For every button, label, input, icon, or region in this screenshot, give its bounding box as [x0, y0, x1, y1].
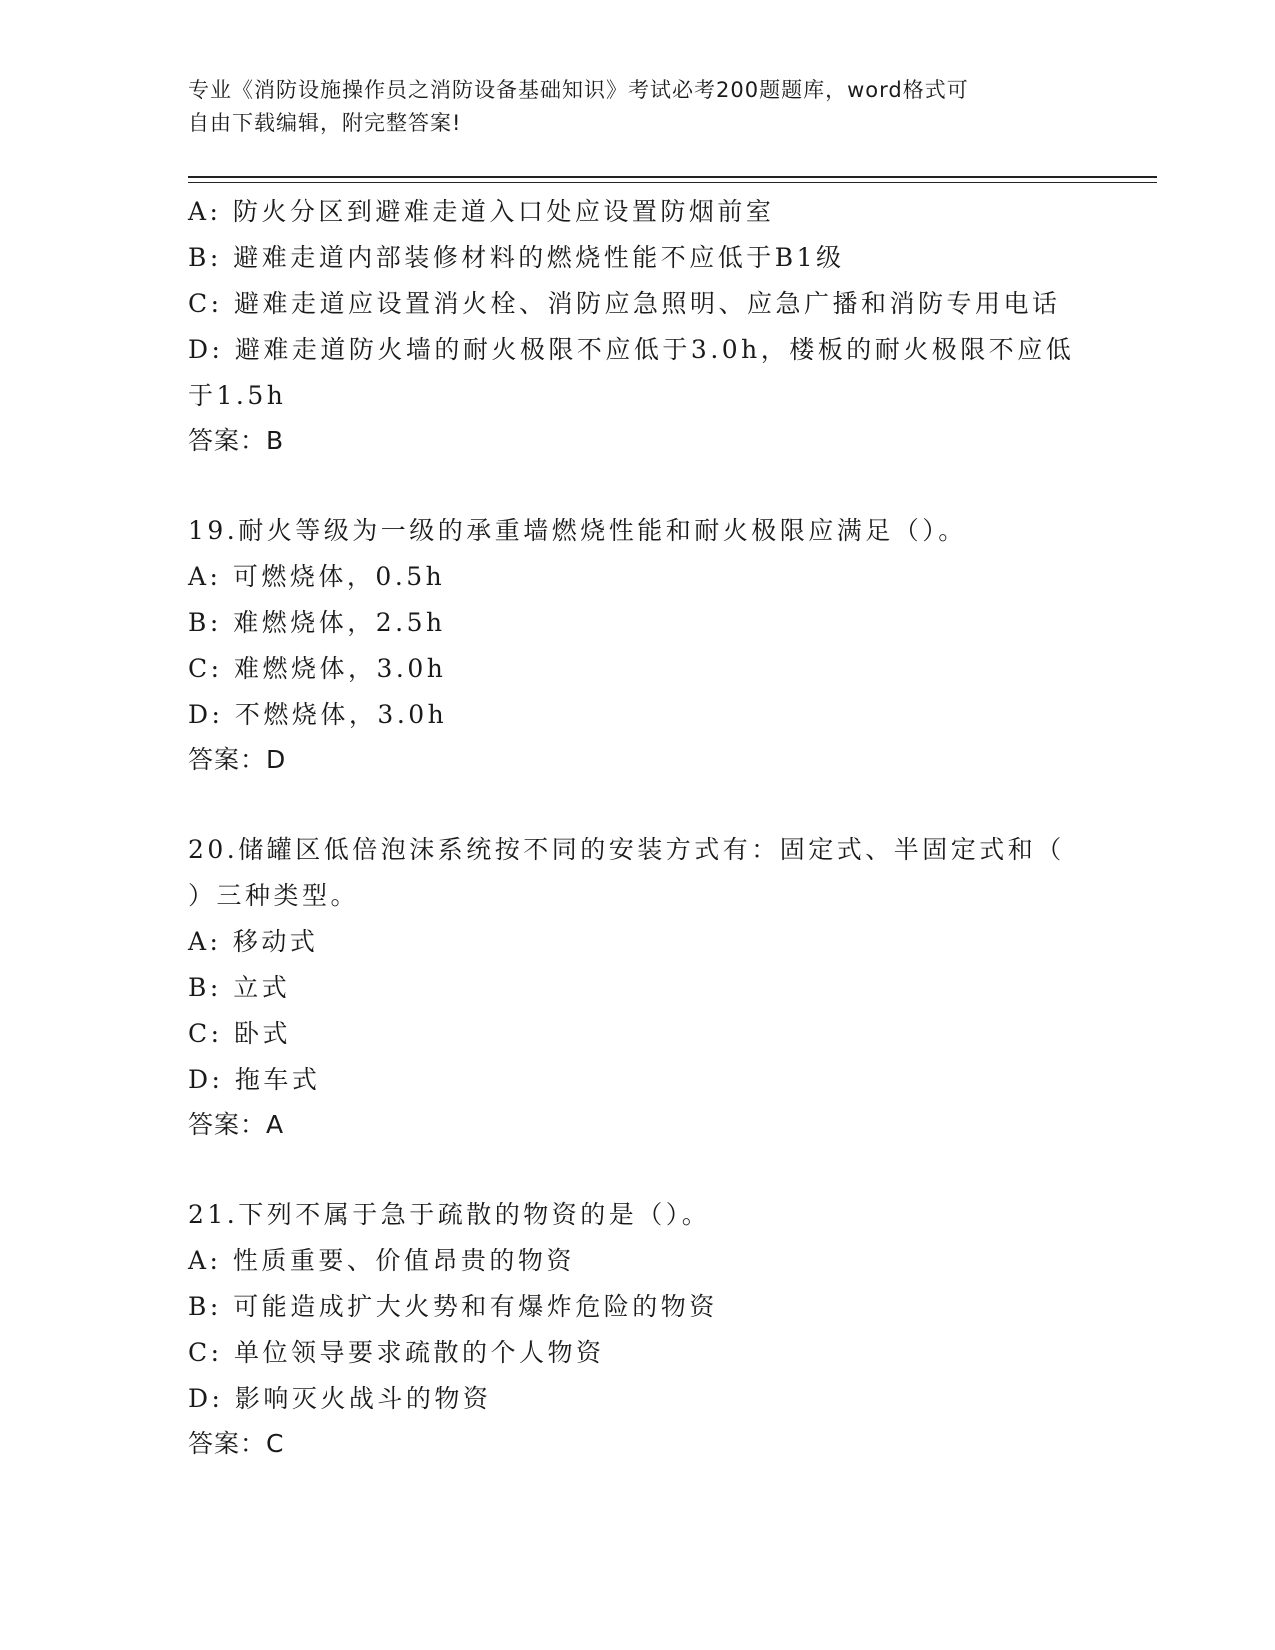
option-d: D: 影响灭火战斗的物资	[188, 1384, 492, 1413]
answer-line: 答案：B	[188, 426, 285, 455]
option-a: A: 移动式	[188, 927, 319, 956]
question-stem: 20.储罐区低倍泡沫系统按不同的安装方式有：固定式、半固定式和（	[188, 835, 1065, 864]
option-d: D: 避难走道防火墙的耐火极限不应低于3.0h，楼板的耐火极限不应低	[188, 335, 1075, 364]
option-c: C: 卧式	[188, 1019, 291, 1048]
header-divider-thick	[188, 176, 1157, 178]
option-b: B: 避难走道内部装修材料的燃烧性能不应低于B1级	[188, 243, 845, 272]
option-a: A: 可燃烧体，0.5h	[188, 562, 446, 591]
question-stem-continuation: ）三种类型。	[188, 881, 360, 910]
option-d-continuation: 于1.5h	[188, 381, 287, 410]
option-b: B: 立式	[188, 973, 291, 1002]
header-title-line-1: 专业《消防设施操作员之消防设备基础知识》考试必考200题题库，word格式可	[188, 78, 969, 102]
header-divider-thin	[188, 182, 1157, 183]
document-header	[188, 74, 1088, 140]
option-a: A: 性质重要、价值昂贵的物资	[188, 1246, 575, 1275]
option-b: B: 难燃烧体，2.5h	[188, 608, 446, 637]
question-block-19	[188, 508, 1088, 782]
spacer	[188, 463, 1088, 508]
answer-line: 答案：D	[188, 745, 287, 774]
answer-line: 答案：C	[188, 1429, 285, 1458]
question-stem: 19.耐火等级为一级的承重墙燃烧性能和耐火极限应满足（）。	[188, 516, 967, 545]
option-d: D: 拖车式	[188, 1065, 321, 1094]
spacer	[188, 782, 1088, 827]
option-c: C: 避难走道应设置消火栓、消防应急照明、应急广播和消防专用电话	[188, 289, 1061, 318]
question-block-18	[188, 189, 1088, 463]
question-block-21	[188, 1192, 1088, 1466]
question-list	[188, 189, 1088, 1466]
option-a: A: 防火分区到避难走道入口处应设置防烟前室	[188, 197, 775, 226]
question-stem: 21.下列不属于急于疏散的物资的是（）。	[188, 1200, 711, 1229]
answer-line: 答案：A	[188, 1110, 285, 1139]
question-block-20	[188, 827, 1088, 1147]
option-b: B: 可能造成扩大火势和有爆炸危险的物资	[188, 1292, 718, 1321]
header-title-line-2: 自由下载编辑，附完整答案!	[188, 111, 462, 135]
option-d: D: 不燃烧体，3.0h	[188, 700, 448, 729]
spacer	[188, 1147, 1088, 1192]
option-c: C: 单位领导要求疏散的个人物资	[188, 1338, 605, 1367]
option-c: C: 难燃烧体，3.0h	[188, 654, 447, 683]
